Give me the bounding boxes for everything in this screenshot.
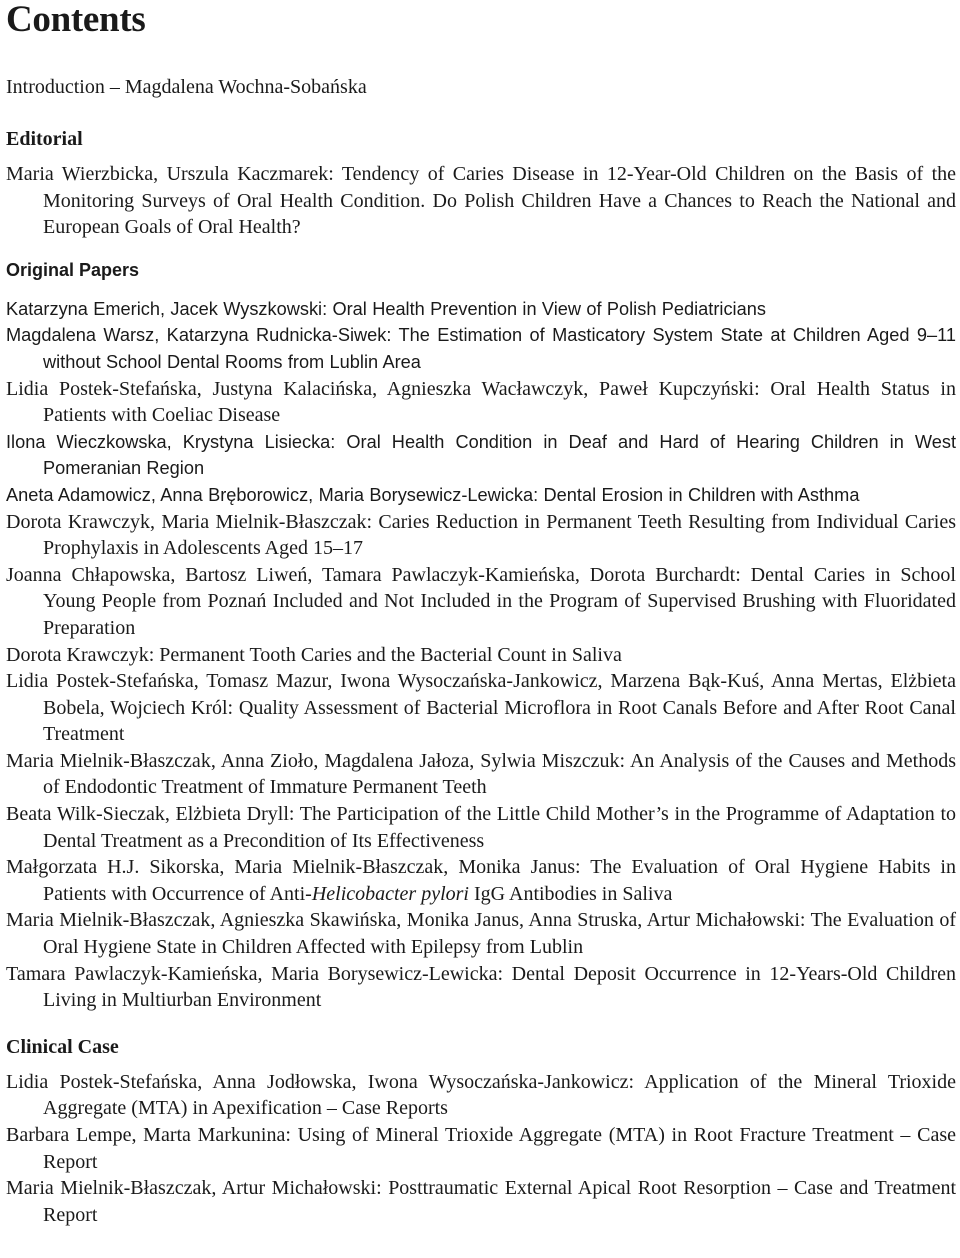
section-heading-editorial: Editorial [6,128,83,150]
toc-entry: Maria Mielnik-Błaszczak, Agnieszka Skawińska, Monika Janus, Anna Struska, Artur Michałowski: The Evaluation of Oral Hygiene State in Children Affected with Epilepsy from Lublin [6,909,956,959]
toc-entry: Dorota Krawczyk, Maria Mielnik-Błaszczak: Caries Reduction in Permanent Teeth Resulting from Individual Caries Prophylaxis in Adolescents Aged 15–17 [6,510,956,560]
page-title: Contents [6,0,146,40]
toc-entry: Lidia Postek-Stefańska, Tomasz Mazur, Iwona Wysoczańska-Jankowicz, Marzena Bąk-Kuś, Anna Mertas, Elżbieta Bobela, Wojciech Król: Quality Assessment of Bacterial Microflora in Root Canals Before and After Root Canal Treatment [6,670,956,746]
toc-entry: Maria Mielnik-Błaszczak, Artur Michałowski: Posttraumatic External Apical Root Resorption – Case and Treatment Report [6,1177,956,1226]
toc-entry-text: Małgorzata H.J. Sikorska, Maria Mielnik-Błaszczak, Monika Janus: The Evaluation of Oral Hygiene Habits in Patients with Occurrence of Anti- [6,856,956,905]
toc-entry [6,854,956,907]
toc-entry: Barbara Lempe, Marta Markunina: Using of Mineral Trioxide Aggregate (MTA) in Root Fracture Treatment – Case Report [6,1124,956,1173]
section-original-papers [6,257,960,1014]
toc-entry: Beata Wilk-Sieczak, Elżbieta Dryll: The Participation of the Little Child Mother’s in the Programme of Adaptation to Dental Treatment as a Precondition of Its Effectiveness [6,803,956,852]
toc-entry: Magdalena Warsz, Katarzyna Rudnicka-Siwek: The Estimation of Masticatory System State at Children Aged 9–11 without School Dental Rooms from Lublin Area [6,325,956,372]
section-heading-original-papers: Original Papers [6,259,140,280]
toc-entry: Dorota Krawczyk: Permanent Tooth Caries and the Bacterial Count in Saliva [6,643,622,666]
toc-entry-italic-text: Helicobacter pylori [311,882,469,905]
section-editorial [6,126,960,241]
section-clinical-case [6,1034,960,1229]
toc-entry: Joanna Chłapowska, Bartosz Liweń, Tamara Pawlaczyk-Kamieńska, Dorota Burchardt: Dental Caries in School Young People from Poznań Included and Not Included in the Program of Supervised Brushing with Fluoridated Preparation [6,563,956,639]
toc-entry: Katarzyna Emerich, Jacek Wyszkowski: Oral Health Prevention in View of Polish Pediatricians [6,298,766,319]
section-heading-clinical-case: Clinical Case [6,1035,119,1058]
toc-entry: Lidia Postek-Stefańska, Justyna Kalacińska, Agnieszka Wacławczyk, Paweł Kupczyński: Oral Health Status in Patients with Coeliac Disease [6,377,956,427]
toc-entry: Lidia Postek-Stefańska, Anna Jodłowska, Iwona Wysoczańska-Jankowicz: Application of the Mineral Trioxide Aggregate (MTA) in Apexification – Case Reports [6,1070,956,1120]
toc-entry: Maria Wierzbicka, Urszula Kaczmarek: Tendency of Caries Disease in 12-Year-Old Children on the Basis of the Monitoring Surveys of Oral Health Condition. Do Polish Children Have a Chances to Reach the National and European Goals of Oral Health? [6,163,956,239]
toc-entry: Tamara Pawlaczyk-Kamieńska, Maria Borysewicz-Lewicka: Dental Deposit Occurrence in 12-Years-Old Children Living in Multiurban Environment [6,962,956,1012]
toc-entry-list [6,296,960,1014]
introduction-entry: Introduction – Magdalena Wochna-Sobańska [6,76,367,98]
toc-entry-text: IgG Antibodies in Saliva [469,882,673,905]
toc-entry: Maria Mielnik-Błaszczak, Anna Zioło, Magdalena Jałoza, Sylwia Miszczuk: An Analysis of the Causes and Methods of Endodontic Treatment of Immature Permanent Teeth [6,749,956,799]
toc-entry: Ilona Wieczkowska, Krystyna Lisiecka: Oral Health Condition in Deaf and Hard of Hearing Children in West Pomeranian Region [6,431,956,479]
toc-entry: Aneta Adamowicz, Anna Bręborowicz, Maria Borysewicz-Lewicka: Dental Erosion in Children with Asthma [6,484,860,505]
